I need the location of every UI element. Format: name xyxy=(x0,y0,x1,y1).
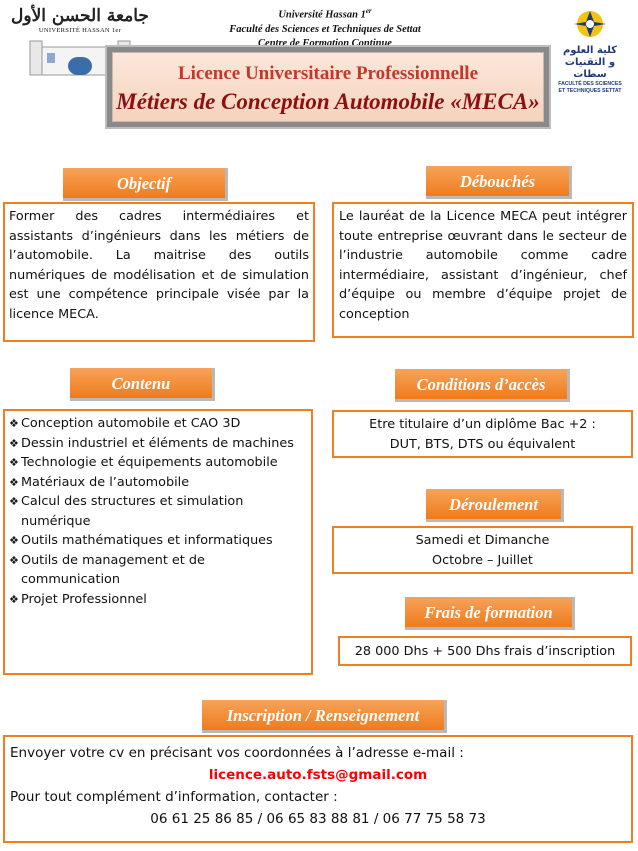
header-institution xyxy=(170,4,480,51)
contenu-item xyxy=(9,551,307,590)
conditions-line-1: Etre titulaire d’un diplôme Bac +2 : xyxy=(369,417,596,432)
phone-numbers: 06 61 25 86 85 / 06 65 83 88 81 / 06 77 75 58 73 xyxy=(150,811,486,827)
conditions-label: Conditions d’accès xyxy=(395,369,570,402)
contenu-item-label: Calcul des structures et simulation numérique xyxy=(21,494,244,529)
diamond-bullet-icon: ❖ xyxy=(9,456,19,469)
contenu-item-label: Outils mathématiques et informatiques xyxy=(21,533,273,548)
contenu-item-label: Technologie et équipements automobile xyxy=(21,455,278,470)
deroulement-line-1: Samedi et Dimanche xyxy=(415,533,550,548)
email-link[interactable]: licence.auto.fsts@gmail.com xyxy=(208,767,428,783)
deroulement-label: Déroulement xyxy=(426,489,564,522)
debouches-text: Le lauréat de la Licence MECA peut intégrer toute entreprise œuvrant dans le secteur de l’industrie automobile comme cadre intermédiaire, assistant d’ingénieur, chef d’équipe ou membre d’équipe projet de conception xyxy=(339,209,627,322)
inscription-label: Inscription / Renseignement xyxy=(202,700,447,733)
contenu-item xyxy=(9,531,307,551)
diamond-bullet-icon: ❖ xyxy=(9,417,19,430)
frais-text: 28 000 Dhs + 500 Dhs frais d’inscription xyxy=(354,644,616,659)
frais-box xyxy=(338,636,632,666)
contenu-item xyxy=(9,492,307,531)
contenu-item-label: Conception automobile et CAO 3D xyxy=(21,416,241,431)
diamond-bullet-icon: ❖ xyxy=(9,592,19,606)
debouches-label: Débouchés xyxy=(426,166,572,199)
contenu-item xyxy=(9,414,307,434)
contenu-item xyxy=(9,473,307,493)
debouches-box xyxy=(332,202,634,338)
university-arabic-name: جامعة الحسن الأول xyxy=(11,6,149,26)
contenu-item-label: Projet Professionnel xyxy=(21,591,147,607)
conditions-line-2: DUT, BTS, DTS ou équivalent xyxy=(389,436,576,452)
conditions-box xyxy=(332,410,633,458)
contenu-item-label: Dessin industriel et éléments de machines xyxy=(21,435,294,451)
university-french-name: UNIVERSITÉ HASSAN 1er xyxy=(38,27,122,34)
diamond-bullet-icon: ❖ xyxy=(9,553,19,567)
program-subtitle: Métiers de Conception Automobile «MECA» xyxy=(116,89,540,114)
objectif-label: Objectif xyxy=(63,168,228,201)
diamond-bullet-icon: ❖ xyxy=(9,475,19,489)
contenu-label: Contenu xyxy=(70,368,215,401)
contenu-box xyxy=(3,409,313,675)
contenu-item-label: Outils de management et de communication xyxy=(21,552,205,587)
faculty-arabic-name: كلية العلوم و التقنيات سطات xyxy=(562,45,618,80)
contenu-item xyxy=(9,590,307,610)
contenu-item-label: Matériaux de l’automobile xyxy=(21,474,190,490)
faculty-emblem-icon xyxy=(548,8,632,38)
contenu-list xyxy=(9,414,307,609)
university-line: Université Hassan 1er xyxy=(278,7,372,21)
inscription-line-3: Pour tout complément d’information, contacter : xyxy=(10,789,338,805)
contenu-item xyxy=(9,434,307,454)
deroulement-line-2: Octobre – Juillet xyxy=(432,552,533,568)
contenu-item xyxy=(9,453,307,473)
frais-label: Frais de formation xyxy=(405,597,575,630)
diamond-bullet-icon: ❖ xyxy=(9,534,19,547)
diamond-bullet-icon: ❖ xyxy=(9,436,19,450)
faculty-french-name: FACULTÉ DES SCIENCES ET TECHNIQUES SETTAT xyxy=(558,81,622,94)
objectif-box xyxy=(3,202,315,342)
center-line: Centre de Formation Continue xyxy=(258,37,392,49)
faculty-line: Faculté des Sciences et Techniques de Settat xyxy=(229,23,421,35)
deroulement-box xyxy=(332,526,633,574)
inscription-line-1: Envoyer votre cv en précisant vos coordonnées à l’adresse e-mail : xyxy=(10,745,464,761)
program-title-box xyxy=(112,52,544,122)
diamond-bullet-icon: ❖ xyxy=(9,495,19,508)
inscription-box xyxy=(3,735,633,843)
faculty-logo xyxy=(548,8,632,94)
program-title: Licence Universitaire Professionnelle xyxy=(177,63,479,84)
objectif-text: Former des cadres intermédiaires et assistants d’ingénieurs dans les métiers de l’automobile. La maitrise des outils numériques de modélisation et de simulation est une compétence principale visée par la licence MECA. xyxy=(9,209,309,322)
